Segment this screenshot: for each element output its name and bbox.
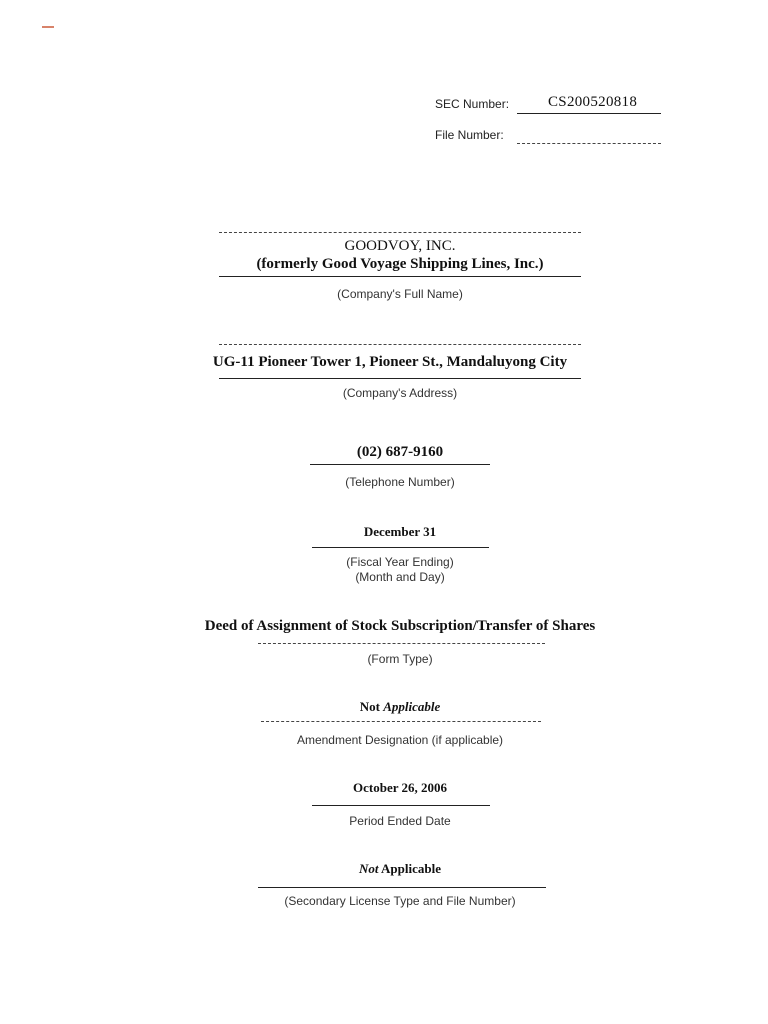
- amendment-value-prefix: Not: [359, 699, 384, 714]
- telephone-caption: (Telephone Number): [345, 475, 455, 489]
- company-name-top-line: [219, 232, 581, 233]
- address-top-line: [219, 344, 581, 345]
- company-address-caption: (Company's Address): [342, 386, 458, 400]
- sec-number-line: [517, 113, 661, 114]
- form-type: Deed of Assignment of Stock Subscription/Transfer of Shares: [204, 618, 596, 634]
- company-address: UG-11 Pioneer Tower 1, Pioneer St., Mandaluyong City: [212, 354, 568, 370]
- telephone-number: (02) 687-9160: [356, 444, 444, 460]
- sec-number-value: CS200520818: [548, 94, 638, 110]
- amendment-line: [261, 721, 541, 722]
- address-bottom-line: [219, 378, 581, 379]
- sec-number-label: SEC Number:: [435, 97, 510, 111]
- fiscal-year-line: [312, 547, 489, 548]
- fiscal-year-value: December 31: [363, 524, 437, 539]
- amendment-value-emph: Applicable: [383, 699, 441, 714]
- fiscal-year-caption-2: (Month and Day): [355, 570, 445, 584]
- amendment-value: [300, 699, 500, 715]
- file-number-line: [517, 143, 661, 144]
- telephone-line: [310, 464, 490, 465]
- stray-ink-mark: [42, 26, 54, 28]
- secondary-license-value: [300, 861, 500, 877]
- company-name: GOODVOY, INC.: [344, 238, 456, 254]
- period-ended-line: [312, 805, 490, 806]
- company-name-bottom-line: [219, 276, 581, 277]
- secondary-license-caption: (Secondary License Type and File Number): [284, 894, 516, 908]
- form-type-line: [258, 643, 545, 644]
- file-number-label: File Number:: [435, 128, 504, 142]
- period-ended-value: October 26, 2006: [353, 780, 447, 795]
- fiscal-year-caption-1: (Fiscal Year Ending): [346, 555, 454, 569]
- amendment-caption: Amendment Designation (if applicable): [296, 733, 504, 747]
- company-name-caption: (Company's Full Name): [337, 287, 463, 301]
- form-type-caption: (Form Type): [367, 652, 433, 666]
- secondary-license-value-rest: Applicable: [378, 861, 441, 876]
- secondary-license-line: [258, 887, 546, 888]
- secondary-license-value-emph: Not: [359, 861, 379, 876]
- period-ended-caption: Period Ended Date: [349, 814, 451, 828]
- company-former-name: (formerly Good Voyage Shipping Lines, Inc.): [256, 256, 544, 272]
